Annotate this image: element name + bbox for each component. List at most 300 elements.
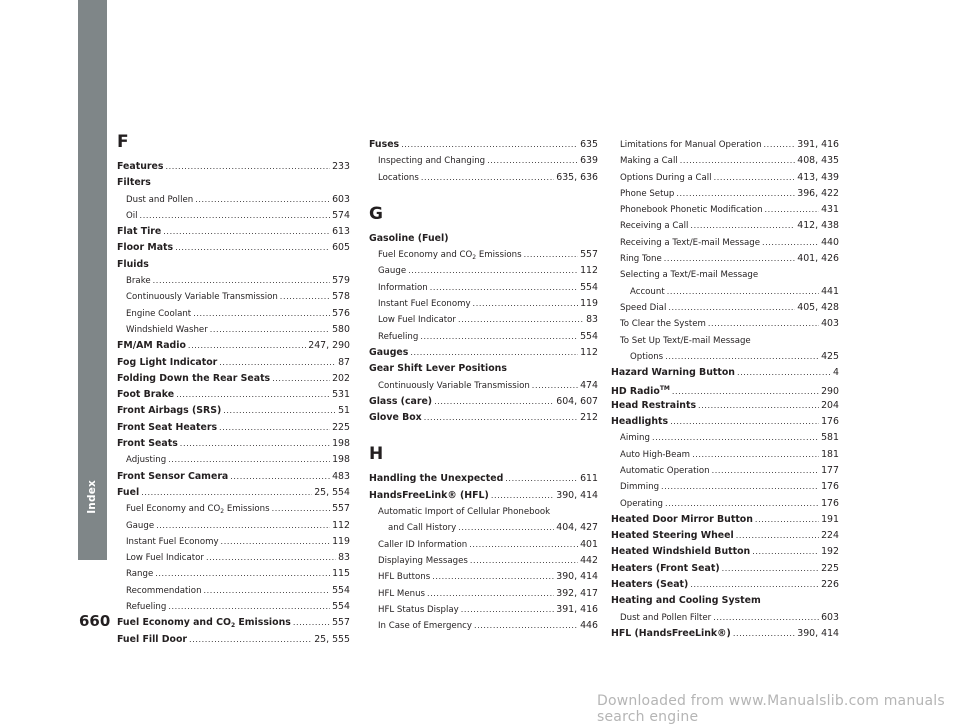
entry-term-text: HFL Status Display bbox=[378, 604, 459, 615]
index-subentry bbox=[611, 202, 839, 218]
index-heading: Filters bbox=[117, 177, 151, 189]
dot-leader bbox=[698, 398, 819, 414]
entry-term bbox=[117, 240, 173, 256]
page-reference: 212 bbox=[580, 412, 598, 424]
page-reference: 83 bbox=[586, 314, 598, 326]
index-subentry bbox=[611, 610, 839, 626]
index-heading: Gasoline (Fuel) bbox=[369, 232, 449, 244]
page-reference: 635 bbox=[580, 139, 598, 150]
dot-leader bbox=[401, 137, 578, 153]
entry-term bbox=[378, 569, 430, 585]
entry-term bbox=[620, 496, 663, 512]
page-reference: 581 bbox=[821, 432, 839, 444]
entry-term bbox=[620, 218, 688, 234]
entry-term-text: Gauge bbox=[378, 266, 407, 277]
entry-term-text: In Case of Emergency bbox=[378, 621, 472, 632]
entry-term bbox=[611, 577, 688, 593]
dot-leader bbox=[473, 296, 579, 312]
dot-leader bbox=[461, 602, 555, 618]
entry-term-text: Receiving a Call bbox=[620, 221, 689, 232]
page-reference: 198 bbox=[332, 438, 350, 450]
entry-term bbox=[620, 186, 674, 202]
entry-term-text: HD Radio bbox=[611, 386, 660, 398]
page-reference: 603 bbox=[332, 193, 350, 205]
dot-leader bbox=[470, 553, 578, 569]
dot-leader bbox=[762, 235, 819, 251]
entry-term bbox=[620, 137, 762, 153]
index-subentry bbox=[117, 273, 350, 289]
page-reference: 554 bbox=[332, 584, 350, 596]
dot-leader bbox=[153, 273, 330, 289]
dot-leader bbox=[765, 202, 820, 218]
dot-leader bbox=[408, 263, 578, 279]
dot-leader bbox=[667, 284, 819, 300]
entry-term bbox=[620, 316, 706, 332]
dot-leader bbox=[676, 186, 795, 202]
index-subentry bbox=[369, 312, 598, 328]
page-reference: 446 bbox=[580, 620, 598, 632]
index-entry bbox=[117, 403, 350, 419]
entry-term bbox=[611, 365, 735, 381]
entry-term bbox=[620, 300, 666, 316]
entry-term bbox=[378, 586, 425, 602]
entry-term bbox=[369, 410, 422, 426]
page-reference: 391, 416 bbox=[797, 139, 839, 150]
page-reference: 177 bbox=[821, 464, 839, 476]
dot-leader bbox=[474, 618, 578, 634]
dot-leader bbox=[188, 338, 306, 354]
entry-term bbox=[117, 420, 217, 436]
entry-term bbox=[611, 512, 753, 528]
page-reference: 25, 554 bbox=[314, 486, 350, 498]
entry-term-text: Heaters (Seat) bbox=[611, 579, 689, 591]
entry-term-text: Phone Setup bbox=[620, 188, 675, 199]
index-subentry bbox=[611, 496, 839, 512]
index-subentry bbox=[369, 602, 598, 618]
entry-term bbox=[369, 488, 489, 504]
entry-term bbox=[378, 618, 472, 634]
subscript: 2 bbox=[472, 254, 477, 262]
page-reference: 390, 414 bbox=[556, 489, 598, 501]
page-reference: 83 bbox=[338, 552, 350, 564]
page-reference: 604, 607 bbox=[556, 395, 598, 407]
page-reference: 576 bbox=[332, 307, 350, 319]
entry-term-text: Headlights bbox=[611, 416, 669, 428]
dot-leader bbox=[140, 208, 331, 224]
dot-leader bbox=[487, 153, 578, 169]
dot-leader bbox=[424, 410, 578, 426]
entry-term bbox=[369, 345, 408, 361]
page-reference: 233 bbox=[332, 161, 350, 172]
dot-leader bbox=[764, 137, 796, 153]
entry-term-text: Fuel Economy and CO bbox=[126, 504, 221, 515]
entry-term-text: Continuously Variable Transmission bbox=[378, 380, 530, 391]
dot-leader bbox=[665, 496, 819, 512]
entry-term bbox=[620, 202, 763, 218]
entry-term bbox=[117, 403, 221, 419]
entry-term-text: Engine Coolant bbox=[126, 308, 192, 319]
index-side-tab bbox=[78, 0, 107, 560]
index-subentry bbox=[369, 378, 598, 394]
dot-leader bbox=[714, 170, 796, 186]
entry-term bbox=[117, 387, 174, 403]
page-reference: 578 bbox=[332, 291, 350, 303]
page-reference: 396, 422 bbox=[797, 187, 839, 199]
dot-leader bbox=[505, 471, 578, 487]
index-entry bbox=[611, 381, 839, 397]
page-reference: 611 bbox=[580, 473, 598, 485]
page-reference: 176 bbox=[821, 416, 839, 428]
entry-list bbox=[369, 137, 598, 186]
dot-leader bbox=[713, 610, 819, 626]
entry-term-text: Front Seat Heaters bbox=[117, 421, 218, 433]
dot-leader bbox=[668, 300, 795, 316]
entry-term bbox=[388, 520, 456, 536]
entry-term-text: HFL Menus bbox=[378, 588, 425, 599]
entry-term-text: Information bbox=[378, 282, 428, 293]
index-subentry bbox=[611, 479, 839, 495]
dot-leader bbox=[176, 387, 330, 403]
dot-leader bbox=[141, 485, 312, 501]
entry-term bbox=[117, 485, 139, 501]
index-entry bbox=[117, 485, 350, 501]
index-subentry bbox=[369, 263, 598, 279]
dot-leader bbox=[204, 583, 331, 599]
dot-leader bbox=[221, 534, 331, 550]
index-entry bbox=[117, 420, 350, 436]
dot-leader bbox=[737, 365, 831, 381]
entry-term-text: Continuously Variable Transmission bbox=[126, 292, 278, 303]
page-reference: 112 bbox=[332, 519, 350, 531]
index-subentry bbox=[611, 218, 839, 234]
page-reference: 390, 414 bbox=[556, 571, 598, 583]
dot-leader bbox=[491, 488, 554, 504]
entry-term-text: Aiming bbox=[620, 433, 650, 444]
entry-term bbox=[117, 371, 270, 387]
entry-term bbox=[126, 273, 151, 289]
dot-leader bbox=[272, 501, 331, 517]
page-reference: 112 bbox=[580, 265, 598, 277]
entry-term-text: Fuel Economy and CO bbox=[378, 250, 473, 261]
index-subentry bbox=[611, 349, 839, 365]
index-entry bbox=[117, 338, 350, 354]
entry-term bbox=[117, 159, 163, 175]
page-reference: 557 bbox=[332, 617, 350, 629]
entry-term-text: Low Fuel Indicator bbox=[378, 315, 456, 326]
index-entry bbox=[611, 398, 839, 414]
dot-leader bbox=[175, 240, 330, 256]
entry-term-text: Account bbox=[630, 286, 665, 297]
entry-term bbox=[126, 192, 193, 208]
entry-term bbox=[126, 518, 154, 534]
entry-term bbox=[378, 537, 467, 553]
page-reference: 224 bbox=[821, 530, 839, 542]
page-reference: 247, 290 bbox=[308, 340, 350, 352]
entry-term-text: Refueling bbox=[126, 602, 167, 613]
entry-term-text: Dust and Pollen bbox=[126, 194, 194, 205]
entry-term-text: Brake bbox=[126, 276, 151, 287]
dot-leader bbox=[692, 447, 819, 463]
entry-term bbox=[126, 322, 208, 338]
index-subentry bbox=[369, 618, 598, 634]
entry-term bbox=[378, 170, 419, 186]
entry-term-text: Displaying Messages bbox=[378, 555, 468, 566]
section-letter-f: F bbox=[117, 132, 129, 152]
index-subentry bbox=[369, 280, 598, 296]
entry-term-text: Gauges bbox=[369, 346, 409, 358]
index-subheading: To Set Up Text/E-mail Message bbox=[620, 335, 751, 346]
entry-term bbox=[630, 284, 665, 300]
index-subentry bbox=[117, 208, 350, 224]
dot-leader bbox=[230, 469, 330, 485]
dot-leader bbox=[434, 394, 554, 410]
entry-term-text: Fuel bbox=[117, 486, 140, 498]
entry-term-text: Making a Call bbox=[620, 156, 678, 167]
index-entry bbox=[117, 159, 350, 175]
entry-term bbox=[126, 306, 191, 322]
entry-term bbox=[369, 394, 432, 410]
entry-term bbox=[369, 471, 503, 487]
index-entry bbox=[611, 365, 839, 381]
index-subentry bbox=[611, 153, 839, 169]
entry-term-text: Handling the Unexpected bbox=[369, 473, 504, 485]
entry-term bbox=[117, 338, 186, 354]
page-reference: 613 bbox=[332, 226, 350, 238]
entry-term bbox=[126, 566, 153, 582]
page-reference: 441 bbox=[821, 285, 839, 297]
entry-term-text: Limitations for Manual Operation bbox=[620, 140, 762, 150]
dot-leader bbox=[193, 306, 330, 322]
entry-term-text: To Clear the System bbox=[620, 319, 706, 330]
dot-leader bbox=[708, 316, 819, 332]
page-reference: 4 bbox=[833, 367, 839, 379]
page-reference: 554 bbox=[580, 281, 598, 293]
index-entry bbox=[611, 577, 839, 593]
page-reference: 442 bbox=[580, 554, 598, 566]
entry-term bbox=[378, 280, 428, 296]
dot-leader bbox=[432, 569, 554, 585]
page-reference: 405, 428 bbox=[797, 301, 839, 313]
entry-term-text: Heated Door Mirror Button bbox=[611, 513, 753, 525]
page-reference: 176 bbox=[821, 497, 839, 509]
dot-leader bbox=[410, 345, 578, 361]
page-reference: 401 bbox=[580, 538, 598, 550]
entry-term-text: Front Airbags (SRS) bbox=[117, 405, 222, 417]
page-reference: 225 bbox=[332, 421, 350, 433]
dot-leader bbox=[712, 463, 820, 479]
entry-term-text: Front Sensor Camera bbox=[117, 470, 229, 482]
dot-leader bbox=[458, 520, 554, 536]
page-reference: 408, 435 bbox=[797, 155, 839, 167]
entry-term bbox=[126, 599, 166, 615]
entry-term-text: Auto High-Beam bbox=[620, 449, 691, 460]
index-subentry bbox=[611, 137, 839, 153]
entry-term-text: Low Fuel Indicator bbox=[126, 553, 204, 564]
page-reference: 639 bbox=[580, 155, 598, 167]
index-entry bbox=[611, 561, 839, 577]
index-column-2 bbox=[369, 137, 598, 634]
page-reference: 119 bbox=[332, 535, 350, 547]
index-subentry bbox=[369, 569, 598, 585]
index-subentry bbox=[611, 251, 839, 267]
index-entry bbox=[611, 528, 839, 544]
dot-leader bbox=[661, 479, 819, 495]
entry-term-text: Speed Dial bbox=[620, 302, 667, 313]
entry-term bbox=[620, 170, 712, 186]
index-entry bbox=[369, 394, 598, 410]
page-reference: 404, 427 bbox=[556, 522, 598, 534]
index-heading: Heating and Cooling System bbox=[611, 595, 761, 607]
index-subentry bbox=[611, 447, 839, 463]
dot-leader bbox=[280, 289, 330, 305]
dot-leader bbox=[532, 378, 578, 394]
dot-leader bbox=[430, 280, 578, 296]
entry-term bbox=[126, 289, 278, 305]
entry-list bbox=[369, 231, 598, 427]
dot-leader bbox=[168, 599, 330, 615]
page-reference: 531 bbox=[332, 389, 350, 401]
index-subentry bbox=[117, 599, 350, 615]
index-subentry bbox=[369, 586, 598, 602]
entry-term-text: Emissions bbox=[224, 504, 270, 515]
index-subentry bbox=[117, 501, 350, 517]
page-reference: 198 bbox=[332, 454, 350, 466]
entry-term-text: and Call History bbox=[388, 523, 457, 534]
entry-term-text: Dimming bbox=[620, 482, 660, 493]
index-subentry bbox=[369, 537, 598, 553]
entry-term-text: HFL (HandsFreeLink®) bbox=[611, 627, 731, 639]
index-subentry bbox=[611, 170, 839, 186]
index-subentry bbox=[117, 550, 350, 566]
dot-leader bbox=[219, 420, 330, 436]
page-reference: 401, 426 bbox=[797, 253, 839, 265]
entry-term bbox=[378, 153, 485, 169]
dot-leader bbox=[219, 355, 336, 371]
page-reference: 474 bbox=[580, 379, 598, 391]
dot-leader bbox=[755, 512, 819, 528]
index-subentry bbox=[369, 329, 598, 345]
entry-term bbox=[117, 355, 217, 371]
entry-term-text: Floor Mats bbox=[117, 242, 174, 254]
index-subentry bbox=[117, 322, 350, 338]
entry-term bbox=[378, 378, 530, 394]
dot-leader bbox=[210, 322, 330, 338]
page-reference: 225 bbox=[821, 562, 839, 574]
entry-term-text: Heated Steering Wheel bbox=[611, 530, 734, 542]
dot-leader bbox=[690, 577, 819, 593]
dot-leader bbox=[652, 430, 819, 446]
entry-term bbox=[611, 561, 720, 577]
page-reference: 431 bbox=[821, 204, 839, 216]
entry-term bbox=[378, 296, 471, 312]
entry-term-text: Instant Fuel Economy bbox=[126, 536, 219, 547]
entry-term bbox=[611, 398, 696, 414]
index-subentry bbox=[369, 170, 598, 186]
entry-term bbox=[611, 414, 668, 430]
entry-term-text: Options During a Call bbox=[620, 172, 712, 183]
page-reference: 554 bbox=[580, 330, 598, 342]
index-entry bbox=[117, 387, 350, 403]
entry-term-text: Front Seats bbox=[117, 438, 178, 450]
index-side-label: Index bbox=[86, 480, 98, 514]
dot-leader bbox=[155, 566, 330, 582]
entry-term-text: Adjusting bbox=[126, 455, 167, 466]
page-reference: 119 bbox=[580, 298, 598, 310]
entry-term bbox=[117, 224, 161, 240]
entry-term-text: Fuel Fill Door bbox=[117, 633, 188, 645]
entry-term-text: Options bbox=[630, 351, 664, 362]
index-subentry bbox=[117, 534, 350, 550]
index-subentry bbox=[611, 284, 839, 300]
entry-term-text: HandsFreeLink® (HFL) bbox=[369, 489, 489, 501]
dot-leader bbox=[421, 170, 554, 186]
dot-leader bbox=[524, 247, 579, 263]
page-reference: 425 bbox=[821, 350, 839, 362]
index-entry bbox=[117, 240, 350, 256]
page-reference: 605 bbox=[332, 242, 350, 254]
subscript: 2 bbox=[230, 622, 236, 630]
entry-term bbox=[620, 447, 690, 463]
index-subentry bbox=[369, 553, 598, 569]
index-entry bbox=[117, 371, 350, 387]
page-reference: 181 bbox=[821, 448, 839, 460]
entry-term-text: Fuel Economy and CO bbox=[117, 617, 231, 629]
entry-list bbox=[369, 471, 598, 634]
index-subentry bbox=[369, 296, 598, 312]
entry-term bbox=[126, 583, 202, 599]
page-reference: 412, 438 bbox=[797, 220, 839, 232]
index-entry bbox=[117, 615, 350, 631]
page-reference: 115 bbox=[332, 568, 350, 580]
entry-term-text: Gauge bbox=[126, 520, 155, 531]
index-subheading: Selecting a Text/E-mail Message bbox=[620, 270, 759, 281]
dot-leader bbox=[690, 218, 795, 234]
entry-term bbox=[117, 436, 178, 452]
page-reference: 557 bbox=[332, 503, 350, 515]
page-reference: 204 bbox=[821, 399, 839, 411]
index-subheading: Automatic Import of Cellular Phonebook bbox=[378, 507, 551, 518]
page-reference: 192 bbox=[821, 546, 839, 558]
entry-term bbox=[620, 463, 710, 479]
entry-term-text: Dust and Pollen Filter bbox=[620, 612, 712, 623]
index-subentry bbox=[369, 520, 598, 536]
dot-leader bbox=[736, 528, 819, 544]
section-letter-h: H bbox=[369, 444, 384, 465]
index-subentry bbox=[611, 316, 839, 332]
index-column-3 bbox=[611, 137, 839, 642]
entry-term-text: Refueling bbox=[378, 331, 419, 342]
entry-term bbox=[117, 632, 187, 648]
page-reference: 176 bbox=[821, 481, 839, 493]
entry-term-text: Emissions bbox=[235, 617, 291, 629]
entry-term-text: Fuses bbox=[369, 139, 400, 150]
entry-term bbox=[620, 610, 711, 626]
index-subentry bbox=[369, 247, 598, 263]
watermark: Downloaded from www.Manualslib.com manuals search engine bbox=[597, 693, 945, 725]
entry-term bbox=[630, 349, 663, 365]
entry-term bbox=[620, 153, 678, 169]
dot-leader bbox=[168, 452, 330, 468]
index-entry bbox=[369, 345, 598, 361]
page-reference: 580 bbox=[332, 323, 350, 335]
index-entry bbox=[611, 626, 839, 642]
dot-leader bbox=[752, 544, 819, 560]
page-reference: 403 bbox=[821, 318, 839, 330]
entry-term-text: Head Restraints bbox=[611, 399, 697, 411]
dot-leader bbox=[163, 224, 330, 240]
entry-term-text: Caller ID Information bbox=[378, 539, 468, 550]
entry-term-text: Automatic Operation bbox=[620, 465, 710, 476]
